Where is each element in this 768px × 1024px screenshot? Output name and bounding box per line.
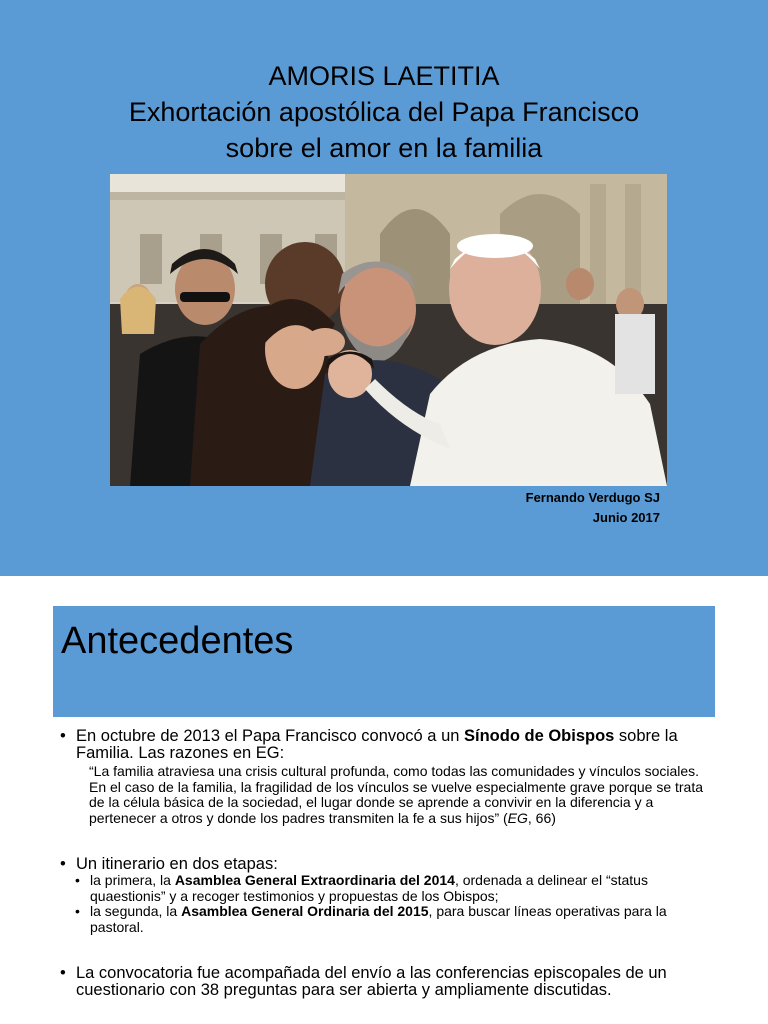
title-line-2: Exhortación apostólica del Papa Francisco <box>128 97 640 127</box>
sub-1-post: , ordenada a delinear el “status quaestionis” y a recoger testimonios y propuestas de los Obispos; <box>90 872 648 904</box>
slide-title <box>0 58 768 166</box>
quote-citation-end: , 66) <box>527 809 556 826</box>
title-line-3: sobre el amor en la familia <box>225 133 543 163</box>
sub-2-bold: Asamblea General Ordinaria del 2015 <box>181 903 429 919</box>
quote-text: “La familia atraviesa una crisis cultural profunda, como todas las comunidades y vínculos sociales. En el caso de la familia, la fragilidad de los vínculos se vuelve especialmente grave porque se trata de la célula básica de la sociedad, el lugar donde se aprende a convivir en la diferencia y a pertenecer a otros y donde los padres transmiten la fe a sus hijos” ( <box>89 763 704 826</box>
pope-with-family-photo <box>110 174 667 486</box>
bullet-1-text-post: sobre la Familia. Las razones en EG: <box>76 727 678 762</box>
antecedentes-slide <box>0 576 768 1024</box>
bullet-convocatoria: • La convocatoria fue acompañada del envío a las conferencias episcopales de un cuestionario con 38 preguntas para ser abierta y ampliamente discutidas. <box>60 965 710 999</box>
bullet-sinodo <box>60 728 710 762</box>
bullet-1-text-pre: En octubre de 2013 el Papa Francisco convocó a un <box>76 727 464 745</box>
author-block <box>526 488 660 528</box>
title-line-1: AMORIS LAETITIA <box>268 61 500 91</box>
presentation-date: Junio 2017 <box>592 510 660 525</box>
sub-bullet-primera <box>60 873 710 904</box>
slide-content <box>60 728 710 999</box>
eg-quote <box>89 764 710 826</box>
sub-2-post: , para buscar líneas operativas para la pastoral. <box>90 903 667 935</box>
sub-2-pre: la segunda, la <box>90 903 182 919</box>
sub-1-pre: la primera, la <box>90 872 175 888</box>
bullet-1-text-bold: Sínodo de Obispos <box>464 727 615 745</box>
slide-header <box>53 606 715 717</box>
author-name: Fernando Verdugo SJ <box>525 490 660 505</box>
sub-1-bold: Asamblea General Extraordinaria del 2014 <box>174 872 455 888</box>
sub-bullet-segunda <box>60 904 710 935</box>
quote-citation: EG <box>507 809 528 826</box>
bullet-itinerario: • Un itinerario en dos etapas: <box>60 856 710 873</box>
slide-2-title: Antecedentes <box>61 620 294 662</box>
